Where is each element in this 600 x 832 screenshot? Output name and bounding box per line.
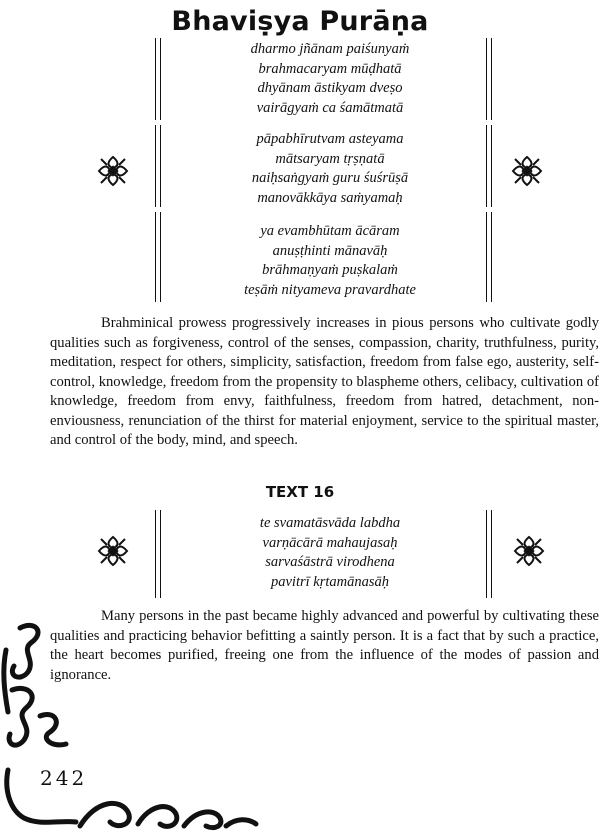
verse-bar-left xyxy=(155,125,161,207)
lotus-ornament-icon xyxy=(512,534,546,568)
verse-line: brahmacaryam mūḍhatā xyxy=(258,60,402,77)
verse-line: pāpabhīrutvam asteyama xyxy=(256,131,404,147)
corner-flourish-icon xyxy=(0,620,90,760)
verse-line: varṇācārā mahaujasaḥ xyxy=(262,534,398,551)
verse-line: ya evambhūtam ācāram xyxy=(260,223,400,239)
verse-bar-right xyxy=(486,510,492,598)
verse-line: teṣāṁ nityameva pravardhate xyxy=(244,281,416,298)
translation-paragraph xyxy=(50,607,599,685)
verse-stanza xyxy=(180,514,480,592)
verse-line: sarvaśāstrā virodhena xyxy=(265,554,395,571)
verse-line: pavitrī kṛtamānasāḥ xyxy=(270,573,389,590)
verse-line: dharmo jñānam paiśunyaṁ xyxy=(250,41,410,57)
lotus-ornament-icon xyxy=(96,534,130,568)
verse-stanza xyxy=(180,222,480,300)
lotus-ornament-icon xyxy=(96,154,130,188)
verse-bar-right xyxy=(486,38,492,120)
corner-flourish-icon xyxy=(0,740,260,832)
verse-line: naiḥsaṅgyaṁ guru śuśrūṣā xyxy=(251,170,409,187)
verse-line: te svamatāsvāda labdha xyxy=(259,515,401,531)
verse-bar-right xyxy=(486,212,492,302)
page-title: Bhaviṣya Purāṇa xyxy=(171,6,429,37)
page-number: 242 xyxy=(40,766,88,790)
translation-text: Many persons in the past became highly advanced and powerful by cultivating these qualities and practicing behavior befitting a saintly person. It is a fact that by such a practice, the heart becomes purified, freeing one from the influence of the modes of passion and ignorance. xyxy=(50,608,599,683)
translation-paragraph xyxy=(50,314,599,451)
verse-bar-right xyxy=(486,125,492,207)
verse-line: dhyānam āstikyam dveṣo xyxy=(257,80,403,97)
verse-line: anuṣṭhinti mānavāḥ xyxy=(272,242,388,259)
verse-bar-left xyxy=(155,212,161,302)
verse-line: brāhmaṇyaṁ puṣkalaṁ xyxy=(262,262,398,279)
verse-bar-left xyxy=(155,38,161,120)
verse-bar-left xyxy=(155,510,161,598)
translation-text: Brahminical prowess progressively increases in pious persons who cultivate godly qualities such as forgiveness, control of the senses, compassion, charity, truthfulness, purity, meditation, respect for others, simplicity, satisfaction, freedom from false ego, austerity, self-control, knowledge, freedom from the propensity to blaspheme others, celibacy, cultivation of knowledge, freedom from envy, faithfulness, freedom from hatred, detachment, non-enviousness, renunciation of the thirst for material enjoyment, service to the spiritual master, and control of the body, mind, and speech. xyxy=(50,315,599,448)
verse-stanza xyxy=(180,130,480,208)
verse-line: manovākkāya saṁyamaḥ xyxy=(257,189,403,206)
verse-stanza xyxy=(180,40,480,118)
verse-line: vairāgyaṁ ca śamātmatā xyxy=(256,99,404,116)
text-heading: TEXT 16 xyxy=(265,483,335,501)
lotus-ornament-icon xyxy=(510,154,544,188)
verse-line: mātsaryam tṛṣṇatā xyxy=(275,150,385,167)
